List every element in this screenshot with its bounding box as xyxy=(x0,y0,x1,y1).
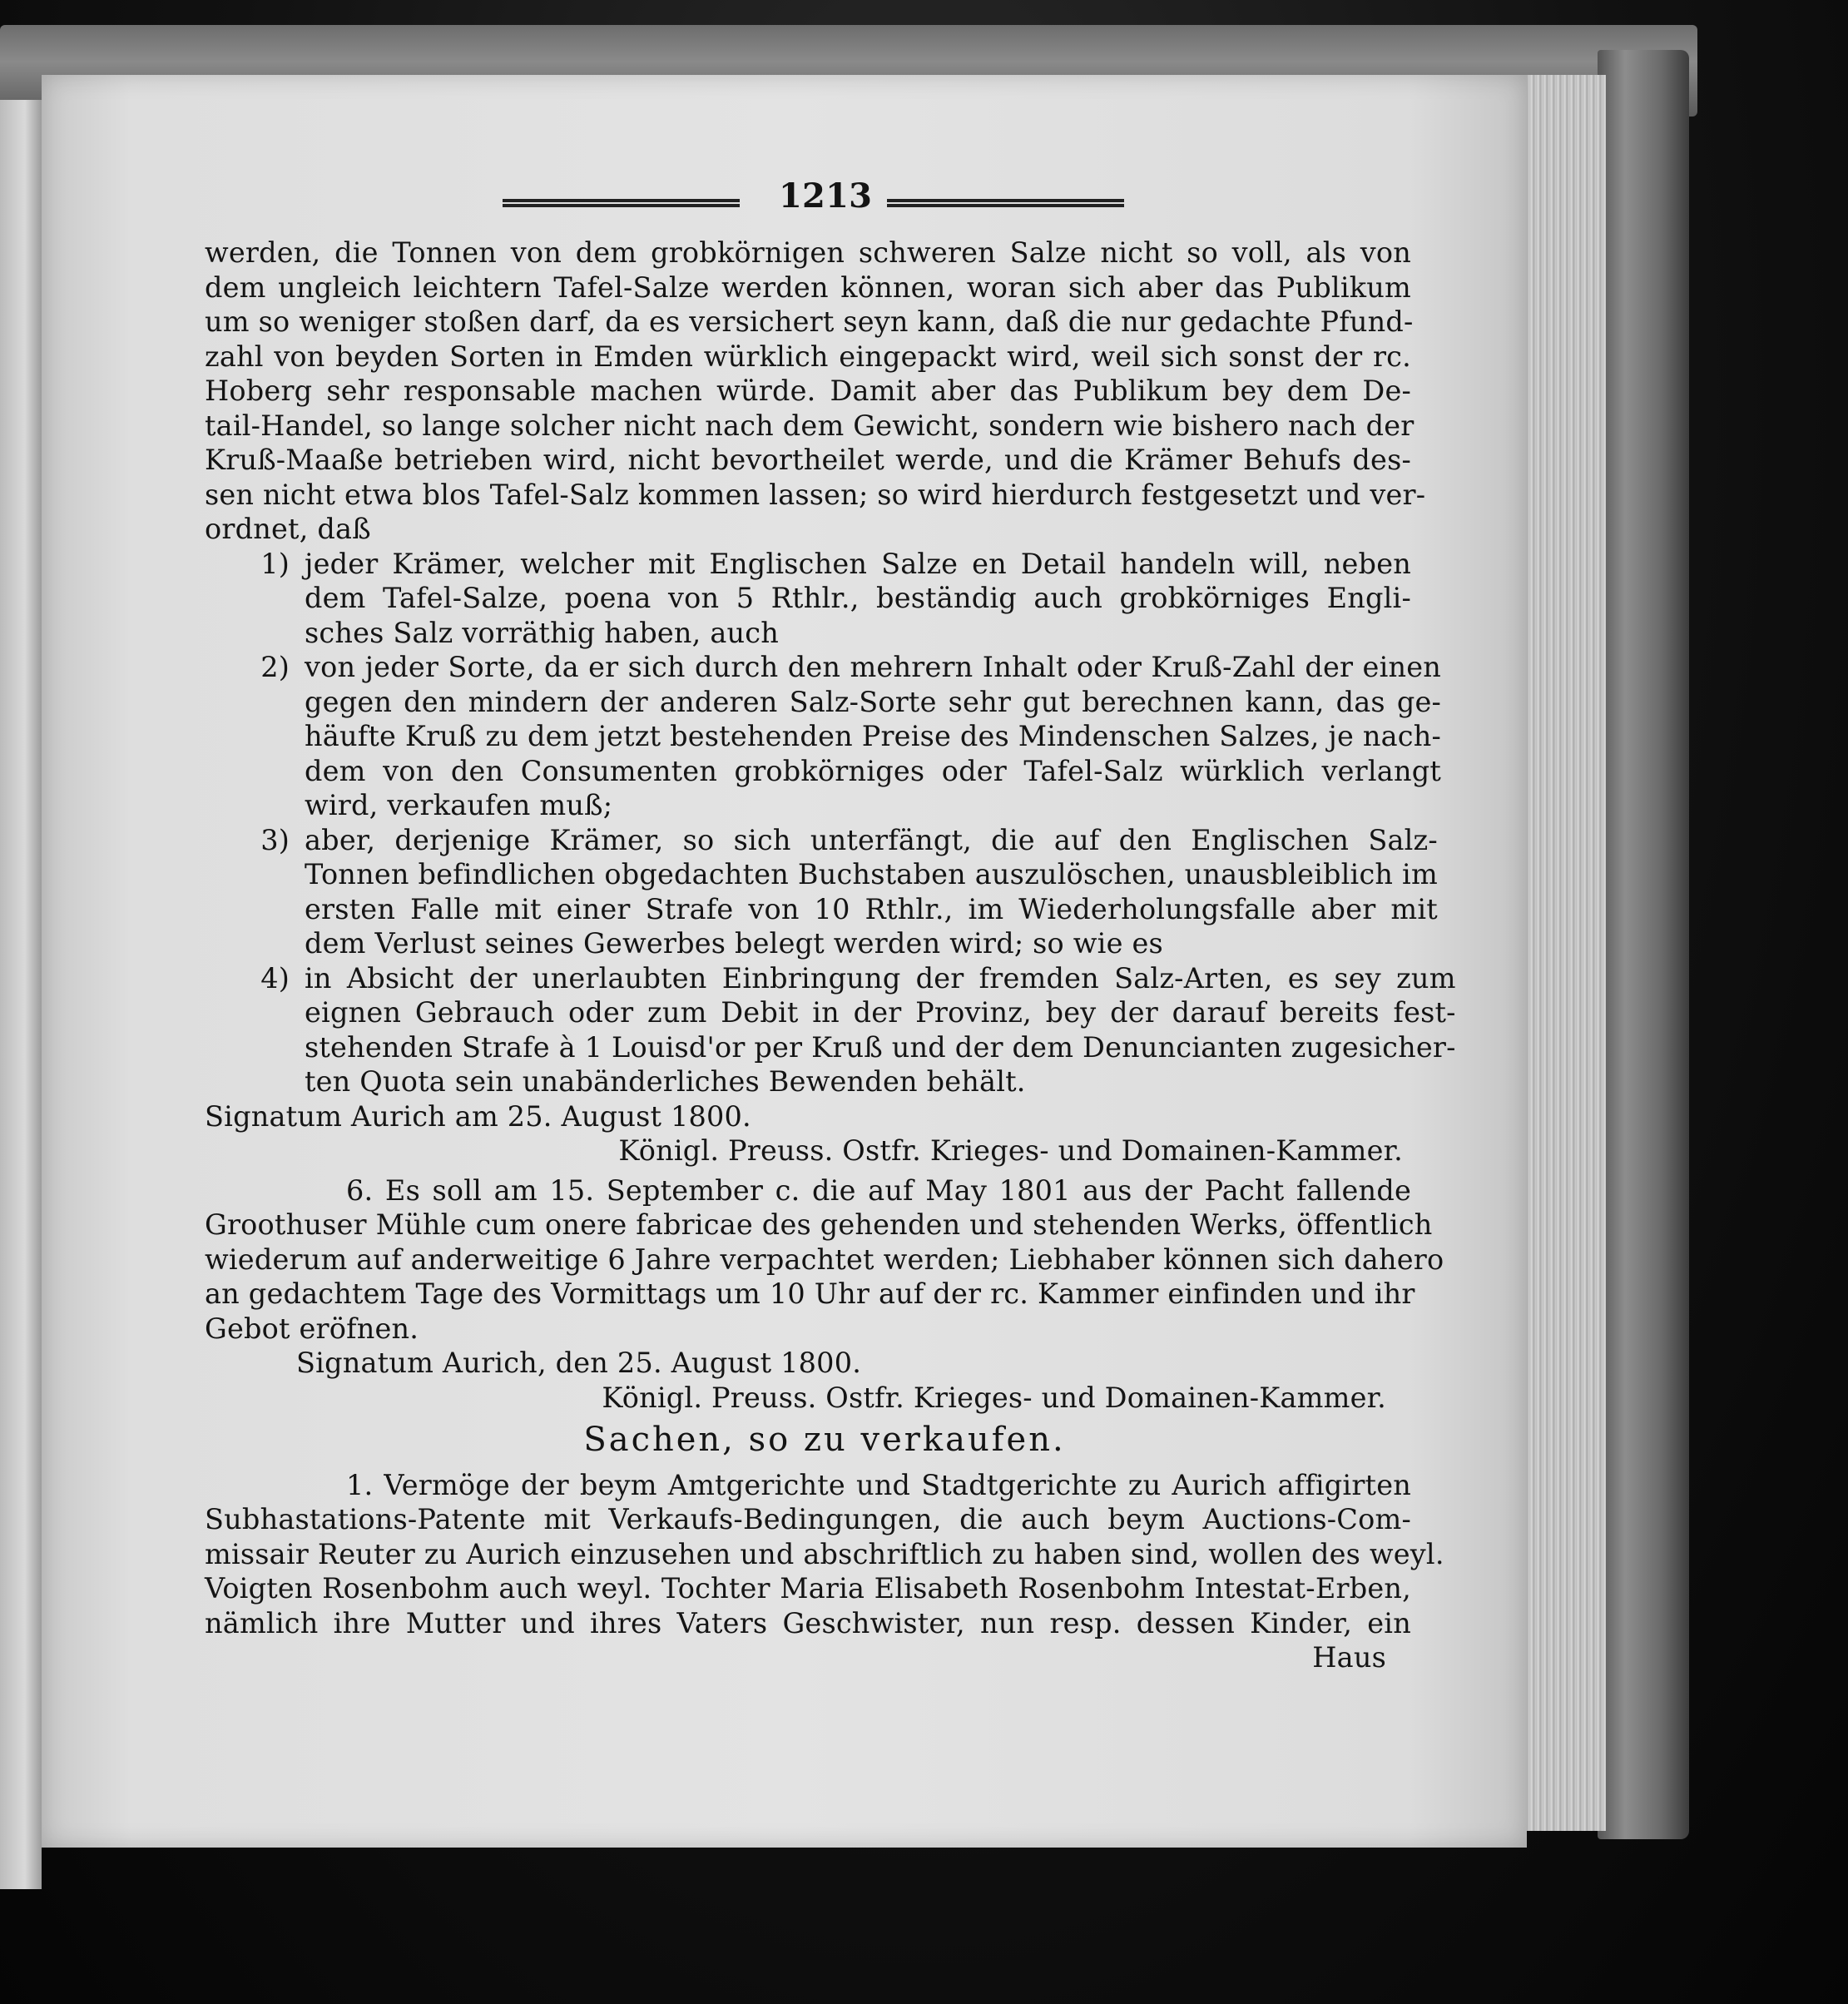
item-number: 4) xyxy=(260,961,290,995)
item-body xyxy=(305,961,1456,1099)
text-line: an gedachtem Tage des Vormittags um 10 Uhr auf der rc. Kammer einfinden und ihr xyxy=(205,1277,1415,1310)
text-line: stehenden Strafe à 1 Louisd'or per Kruß und der dem Denuncianten zugesicher- xyxy=(305,1030,1456,1064)
text-line: jeder Krämer, welcher mit Englischen Salze en Detail handeln will, neben xyxy=(305,547,1411,580)
text-line: dem von den Consumenten grobkörniges oder Tafel-Salz würklich verlangt xyxy=(305,754,1442,787)
text-line: dem Verlust seines Gewerbes belegt werden wird; so wie es xyxy=(305,927,1163,960)
text-line: Groothuser Mühle cum onere fabricae des gehenden und stehenden Werks, öffentlich xyxy=(205,1208,1433,1241)
text-line: um so weniger stoßen darf, da es versichert seyn kann, daß die nur gedachte Pfund- xyxy=(205,305,1414,338)
list-item xyxy=(205,961,1456,1099)
text-line: 1. Vermöge der beym Amtgerichte und Stadtgerichte zu Aurich affigirten xyxy=(346,1468,1411,1501)
text-line: wird, verkaufen muß; xyxy=(305,789,613,821)
text-line: ersten Falle mit einer Strafe von 10 Rthlr., im Wiederholungsfalle aber mit xyxy=(305,892,1438,925)
text-line: tail-Handel, so lange solcher nicht nach dem Gewicht, sondern wie bishero nach der xyxy=(205,409,1414,442)
text-line: ordnet, daß xyxy=(205,513,371,545)
text-line: Kruß-Maaße betrieben wird, nicht bevortheilet werde, und die Krämer Behufs des- xyxy=(205,444,1411,476)
item-body xyxy=(305,823,1438,961)
signature-place-date: Signatum Aurich, den 25. August 1800. xyxy=(296,1347,862,1379)
text-line: Tonnen befindlichen obgedachten Buchstaben auszulöschen, unausbleiblich im xyxy=(305,858,1438,890)
text-line: gegen den mindern der anderen Salz-Sorte sehr gut berechnen kann, das ge- xyxy=(305,685,1442,718)
page-header xyxy=(205,176,1411,229)
text-line: Voigten Rosenbohm auch weyl. Tochter Maria Elisabeth Rosenbohm Intestat-Erben, xyxy=(205,1572,1411,1605)
text-line: missair Reuter zu Aurich einzusehen und abschriftlich zu haben sind, wollen des weyl. xyxy=(205,1537,1444,1570)
item-number: 3) xyxy=(260,823,290,856)
signature-block xyxy=(205,1099,1411,1168)
text-line: von jeder Sorte, da er sich durch den mehrern Inhalt oder Kruß-Zahl der einen xyxy=(305,651,1442,683)
list-item xyxy=(205,547,1411,651)
catchword: Haus xyxy=(1312,1641,1386,1674)
page-stack-edges xyxy=(1523,75,1606,1831)
left-page-edge xyxy=(0,100,42,1889)
text-line: eignen Gebrauch oder zum Debit in der Provinz, bey der darauf bereits fest- xyxy=(305,996,1456,1029)
section-heading: Sachen, so zu verkaufen. xyxy=(583,1421,1066,1459)
text-line: dem Tafel-Salze, poena von 5 Rthlr., beständig auch grobkörniges Engli- xyxy=(305,582,1411,614)
text-line: aber, derjenige Krämer, so sich unterfängt, die auf den Englischen Salz- xyxy=(305,823,1438,856)
signature-place-date: Signatum Aurich am 25. August 1800. xyxy=(205,1099,751,1133)
text-line: dem ungleich leichtern Tafel-Salze werden können, woran sich aber das Publikum xyxy=(205,270,1411,304)
page-content xyxy=(205,176,1456,1675)
book-cover-right-edge xyxy=(1598,50,1689,1839)
text-line: Subhastations-Patente mit Verkaufs-Bedingungen, die auch beym Auctions-Com- xyxy=(205,1503,1411,1535)
notice-paragraph xyxy=(205,1173,1444,1347)
item-body xyxy=(305,547,1411,651)
text-line: 6. Es soll am 15. September c. die auf May 1801 aus der Pacht fallende xyxy=(346,1173,1411,1207)
text-line: wiederum auf anderweitige 6 Jahre verpachtet werden; Liebhaber können sich dahero xyxy=(205,1243,1444,1276)
page-number: 1213 xyxy=(779,176,873,216)
signature-authority: Königl. Preuss. Ostfr. Krieges- und Domainen-Kammer. xyxy=(602,1381,1386,1414)
text-line: nämlich ihre Mutter und ihres Vaters Geschwister, nun resp. dessen Kinder, ein xyxy=(205,1606,1411,1639)
header-rule-right xyxy=(887,199,1124,207)
header-rule-left xyxy=(503,199,740,207)
item-number: 1) xyxy=(260,547,290,580)
text-line: sen nicht etwa blos Tafel-Salz kommen lassen; so wird hierdurch festgesetzt und ver- xyxy=(205,478,1426,511)
text-line: sches Salz vorräthig haben, auch xyxy=(305,616,780,649)
text-line: zahl von beyden Sorten in Emden würklich eingepackt wird, weil sich sonst der rc. xyxy=(205,340,1411,373)
item-number: 2) xyxy=(260,651,290,683)
sale-paragraph xyxy=(205,1468,1444,1641)
text-line: werden, die Tonnen von dem grobkörnigen schweren Salze nicht so voll, als von xyxy=(205,236,1411,269)
intro-paragraph xyxy=(205,236,1426,547)
signature-block xyxy=(205,1346,1411,1415)
text-line: ten Quota sein unabänderliches Bewenden behält. xyxy=(305,1065,1026,1098)
text-line: in Absicht der unerlaubten Einbringung der fremden Salz-Arten, es sey zum xyxy=(305,961,1456,995)
signature-authority: Königl. Preuss. Ostfr. Krieges- und Domainen-Kammer. xyxy=(618,1134,1403,1167)
text-line: Gebot eröfnen. xyxy=(205,1312,419,1345)
list-item xyxy=(205,823,1438,961)
text-line: Hoberg sehr responsable machen würde. Damit aber das Publikum bey dem De- xyxy=(205,375,1411,407)
list-item xyxy=(205,650,1442,823)
item-body xyxy=(305,650,1441,823)
text-line: häufte Kruß zu dem jetzt bestehenden Preise des Mindenschen Salzes, je nach- xyxy=(305,720,1442,752)
